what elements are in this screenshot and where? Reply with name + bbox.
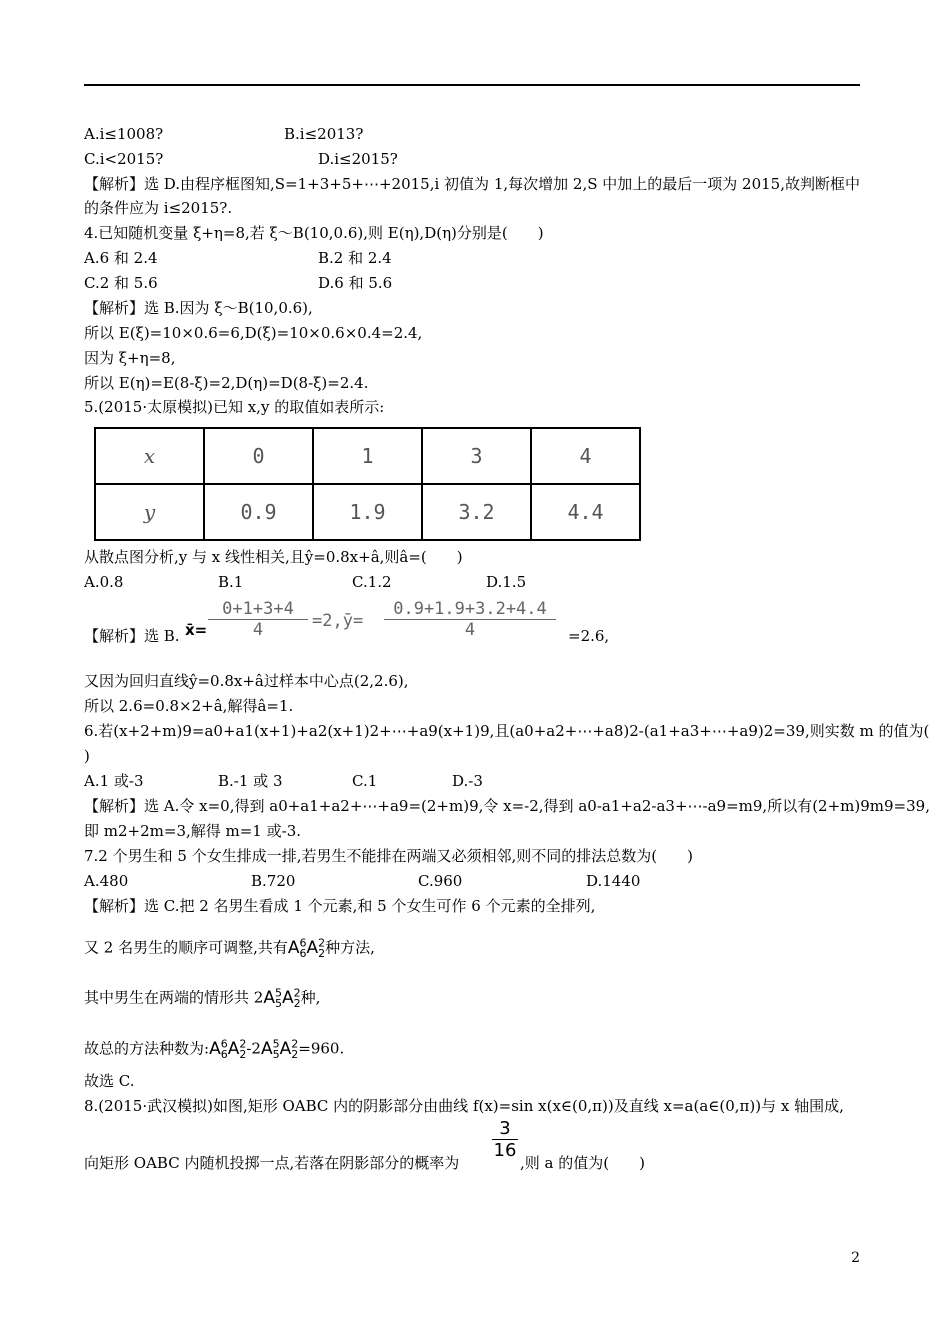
q5-fraction-xbar — [208, 599, 308, 640]
q7-solution-line5: 故选 C. — [84, 1072, 135, 1090]
text-fragment: =960. — [298, 1039, 345, 1058]
q7-option-d: D.1440 — [586, 872, 641, 890]
q5-xbar-label: x̄= — [185, 621, 208, 639]
table-cell: 0 — [204, 428, 313, 484]
q6-stem-line1: 6.若(x+2+m)9=a0+a1(x+1)+a2(x+1)2+⋯+a9(x+1)9,且(a0+a2+⋯+a8)2-(a1+a3+⋯+a9)2=39,则实数 m 的值为( — [84, 722, 930, 740]
fraction-numerator: 3 — [499, 1118, 511, 1139]
q7-option-a: A.480 — [84, 872, 129, 890]
q8-stem-line1: 8.(2015·武汉模拟)如图,矩形 OABC 内的阴影部分由曲线 f(x)=sin x(x∈(0,π))及直线 x=a(a∈(0,π))与 x 轴围成, — [84, 1097, 844, 1115]
q5-solution-prefix: 【解析】选 B. — [84, 627, 180, 645]
q5-option-a: A.0.8 — [84, 573, 124, 591]
table-cell: 1.9 — [313, 484, 422, 540]
fraction-denominator: 16 — [493, 1140, 517, 1161]
q3-option-b: B.i≤2013? — [284, 125, 364, 143]
q5-solution-line2: 又因为回归直线ŷ=0.8x+â过样本中心点(2,2.6), — [84, 672, 409, 690]
table-cell: 0.9 — [204, 484, 313, 540]
q5-option-c: C.1.2 — [352, 573, 392, 591]
q7-solution-line3 — [84, 983, 320, 1014]
q7-stem: 7.2 个男生和 5 个女生排成一排,若男生不能排在两端又必须相邻,则不同的排法总数为( ) — [84, 847, 693, 865]
q6-option-c: C.1 — [352, 772, 378, 790]
q6-option-d: D.-3 — [452, 772, 483, 790]
table-row — [95, 428, 640, 484]
q7-option-c: C.960 — [418, 872, 463, 890]
q5-mid-expression: =2,ȳ= — [312, 611, 364, 631]
table-cell: y — [95, 484, 204, 540]
q5-option-b: B.1 — [218, 573, 244, 591]
text-fragment: 种, — [300, 988, 321, 1007]
q7-solution-line1: 【解析】选 C.把 2 名男生看成 1 个元素,和 5 个女生可作 6 个元素的全排列, — [84, 897, 596, 915]
q4-solution-line3: 因为 ξ+η=8, — [84, 349, 176, 367]
table-cell: 3 — [422, 428, 531, 484]
table-cell: 4.4 — [531, 484, 640, 540]
text-fragment: 其中男生在两端的情形共 2 — [84, 988, 264, 1007]
q6-option-b: B.-1 或 3 — [218, 772, 283, 790]
q4-option-b: B.2 和 2.4 — [318, 249, 392, 267]
q7-option-b: B.720 — [251, 872, 296, 890]
q7-solution-line2 — [84, 933, 375, 964]
header-rule — [84, 84, 860, 86]
q3-solution-line2: 的条件应为 i≤2015?. — [84, 199, 233, 217]
q5-fraction-ybar — [384, 599, 556, 640]
q4-option-d: D.6 和 5.6 — [318, 274, 393, 292]
q8-stem-line2-prefix: 向矩形 OABC 内随机投掷一点,若落在阴影部分的概率为 — [84, 1154, 460, 1172]
q4-solution-line2: 所以 E(ξ)=10×0.6=6,D(ξ)=10×0.6×0.4=2.4, — [84, 324, 423, 342]
q5-data-table — [94, 427, 641, 541]
permutation-a55-a22: $A^5_5A^2_2$ — [263, 986, 301, 1011]
q5-solution-line3: 所以 2.6=0.8×2+â,解得â=1. — [84, 697, 294, 715]
text-fragment: 故总的方法种数为: — [84, 1039, 210, 1058]
permutation-a55-a22: $A^5_5A^2_2$ — [260, 1037, 299, 1062]
permutation-a66-a22: $A^6_6A^2_2$ — [287, 936, 326, 961]
fraction-denominator: 4 — [384, 619, 556, 640]
q5-solution-suffix: =2.6, — [568, 627, 610, 645]
q5-condition: 从散点图分析,y 与 x 线性相关,且ŷ=0.8x+â,则â=( ) — [84, 548, 463, 566]
table-row — [95, 484, 640, 540]
q7-solution-line4 — [84, 1034, 344, 1065]
table-cell: 1 — [313, 428, 422, 484]
text-fragment: 种方法, — [325, 938, 375, 957]
fraction-numerator: 0.9+1.9+3.2+4.4 — [393, 599, 547, 619]
q3-option-d: D.i≤2015? — [318, 150, 398, 168]
table-cell: 3.2 — [422, 484, 531, 540]
q4-solution-line1: 【解析】选 B.因为 ξ～B(10,0.6), — [84, 299, 313, 317]
q4-option-a: A.6 和 2.4 — [84, 249, 158, 267]
q3-solution-line1: 【解析】选 D.由程序框图知,S=1+3+5+⋯+2015,i 初值为 1,每次增加 2,S 中加上的最后一项为 2015,故判断框中 — [84, 175, 860, 193]
q5-stem: 5.(2015·太原模拟)已知 x,y 的取值如表所示: — [84, 398, 385, 416]
q5-option-d: D.1.5 — [486, 573, 527, 591]
permutation-a66-a22: $A^6_6A^2_2$ — [209, 1037, 247, 1062]
q6-solution-line2: 即 m2+2m=3,解得 m=1 或-3. — [84, 822, 302, 840]
q8-probability-fraction — [492, 1118, 518, 1161]
q4-option-c: C.2 和 5.6 — [84, 274, 158, 292]
q6-stem-line2: ) — [84, 747, 90, 765]
q3-option-a: A.i≤1008? — [84, 125, 164, 143]
q6-solution-line1: 【解析】选 A.令 x=0,得到 a0+a1+a2+⋯+a9=(2+m)9,令 x=-2,得到 a0-a1+a2-a3+⋯-a9=m9,所以有(2+m)9m9=39, — [84, 797, 930, 815]
text-fragment: -2 — [246, 1039, 261, 1058]
q3-option-c: C.i<2015? — [84, 150, 164, 168]
q6-option-a: A.1 或-3 — [84, 772, 144, 790]
q4-solution-line4: 所以 E(η)=E(8-ξ)=2,D(η)=D(8-ξ)=2.4. — [84, 374, 369, 392]
page-number: 2 — [851, 1250, 860, 1266]
table-cell: x — [95, 428, 204, 484]
q8-stem-line2-suffix: ,则 a 的值为( ) — [520, 1154, 645, 1172]
fraction-denominator: 4 — [208, 619, 308, 640]
q4-stem: 4.已知随机变量 ξ+η=8,若 ξ～B(10,0.6),则 E(η),D(η)分别是( ) — [84, 224, 544, 242]
fraction-numerator: 0+1+3+4 — [222, 599, 294, 619]
table-cell: 4 — [531, 428, 640, 484]
text-fragment: 又 2 名男生的顺序可调整,共有 — [84, 938, 288, 957]
